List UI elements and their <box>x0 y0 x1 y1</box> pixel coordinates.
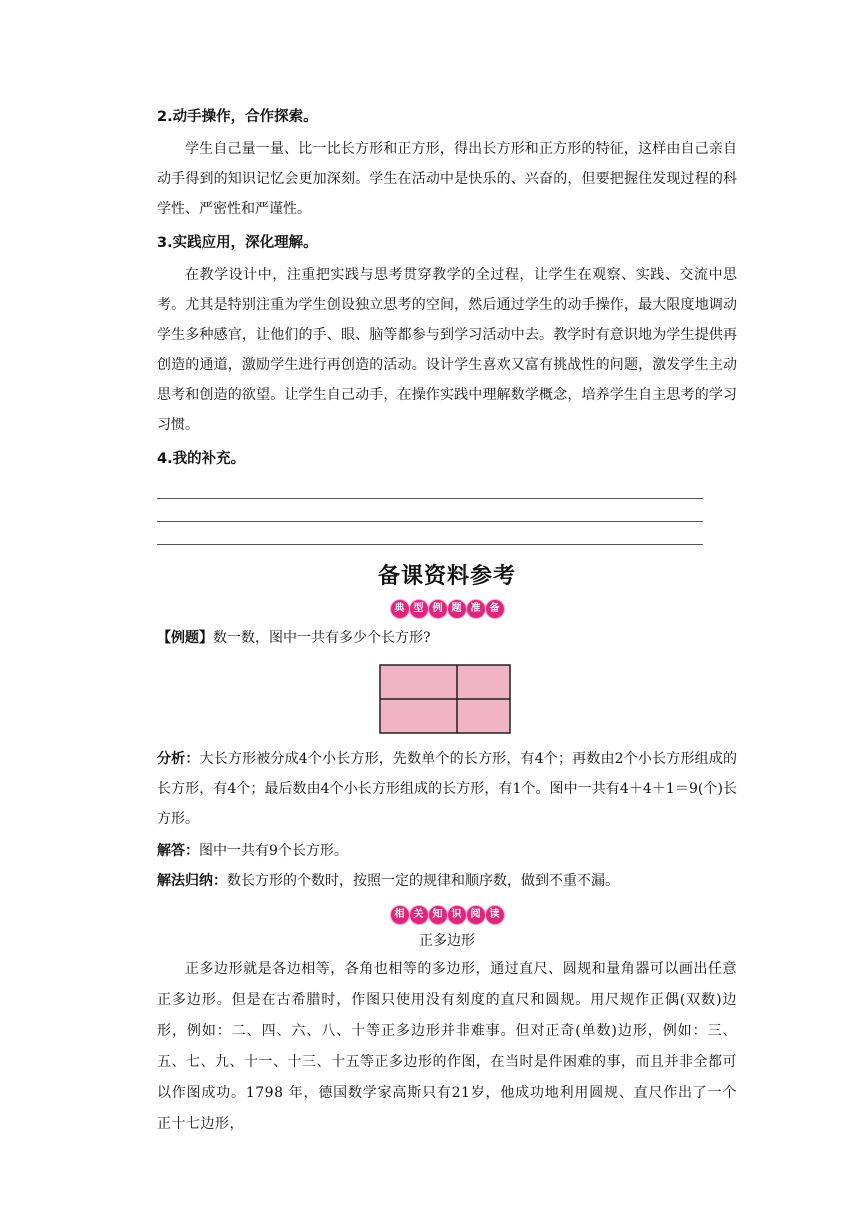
badge-char: 阅 <box>467 906 485 924</box>
badge-char: 题 <box>448 600 466 618</box>
badge-char: 典 <box>391 600 409 618</box>
reading-text: 正多边形就是各边相等，各角也相等的多边形，通过直尺、圆规和量角器可以画出任意正多边形。但是在古希腊时，作图只使用没有刻度的直尺和圆规。用尺规作正偶(双数)边形，例如：二、四、六、八、十等正多边形并非难事。但对正奇(单数)边形，例如：三、五、七、九、十一、十三、十五等正多边形的作图，在当时是件困难的事，而且并非全都可以作图成功。1798 年，德国数学家高斯只有21岁，他成功地利用圆规、直尺作出了一个正十七边形， <box>157 961 737 1132</box>
badge-related-reading <box>157 902 737 924</box>
section-2-text: 学生自己量一量、比一比长方形和正方形，得出长方形和正方形的特征，这样由自己亲自动手得到的知识记忆会更加深刻。学生在活动中是快乐的、兴奋的，但要把握住发现过程的科学性、严密性和严谨性。 <box>157 141 737 217</box>
badge-char: 识 <box>448 906 466 924</box>
badge-char: 关 <box>410 906 428 924</box>
blank-line <box>157 499 703 522</box>
badge-char: 相 <box>391 906 409 924</box>
section-4-heading: 4.我的补充。 <box>157 451 246 467</box>
badge-char: 型 <box>410 600 428 618</box>
badge-char: 准 <box>467 600 485 618</box>
badge-typical-examples <box>157 596 737 618</box>
answer-text: 图中一共有9个长方形。 <box>199 843 348 859</box>
example-tag: 【例题】 <box>157 630 213 646</box>
reference-title: 备课资料参考 <box>377 564 516 589</box>
analysis-text: 大长方形被分成4个小长方形，先数单个的长方形，有4个；再数由2个小长方形组成的长方形，有4个；最后数由4个小长方形组成的长方形，有1个。图中一共有4＋4＋1＝9(个)长方形。 <box>157 751 738 827</box>
analysis <box>157 744 737 834</box>
example-text: 数一数，图中一共有多少个长方形? <box>213 630 431 646</box>
badge-char: 知 <box>429 906 447 924</box>
section-2-heading: 2.动手操作，合作探索。 <box>157 109 318 125</box>
section-3-heading: 3.实践应用，深化理解。 <box>157 235 318 251</box>
blank-line <box>157 522 703 545</box>
section-3-text: 在教学设计中，注重把实践与思考贯穿教学的全过程，让学生在观察、实践、交流中思考。尤其是特别注重为学生创设独立思考的空间，然后通过学生的动手操作，最大限度地调动学生多种感官，让他们的手、眼、脑等都参与到学习活动中去。教学时有意识地为学生提供再创造的通道，激励学生进行再创造的活动。设计学生喜欢又富有挑战性的问题，激发学生主动思考和创造的欲望。让学生自己动手，在操作实践中理解数学概念，培养学生自主思考的学习习惯。 <box>157 267 737 433</box>
answer-label: 解答： <box>157 843 199 859</box>
method-text: 数长方形的个数时，按照一定的规律和顺序数，做到不重不漏。 <box>227 873 619 889</box>
rectangle-figure <box>379 664 511 734</box>
badge-char: 备 <box>486 600 504 618</box>
answer-blank-lines <box>157 476 737 545</box>
example-question <box>157 624 737 652</box>
page-content <box>157 104 737 1140</box>
answer <box>157 836 737 866</box>
method-label: 解法归纳： <box>157 873 227 889</box>
blank-line <box>157 476 703 499</box>
badge-char: 读 <box>486 906 504 924</box>
badge-char: 例 <box>429 600 447 618</box>
method-summary <box>157 866 737 896</box>
reading-title: 正多边形 <box>419 933 475 949</box>
analysis-label: 分析： <box>157 751 200 767</box>
